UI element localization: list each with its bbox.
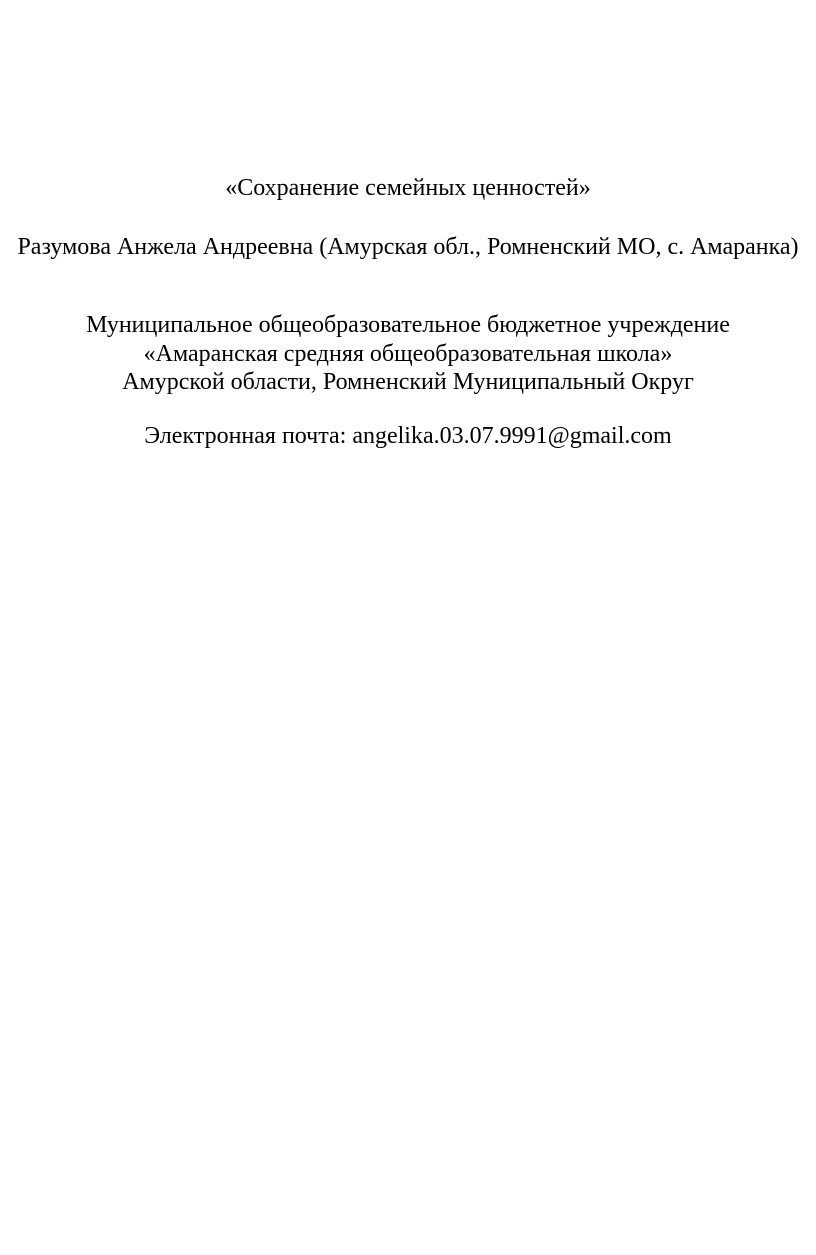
author-line: Разумова Анжела Андреевна (Амурская обл., Ромненский МО, с. Амаранка) [17, 234, 799, 260]
email-line: Электронная почта: angelika.03.07.9991@gmail.com [144, 423, 672, 449]
institution-line-2: «Амаранская средняя общеобразовательная школа» [143, 341, 673, 367]
document-title: «Сохранение семейных ценностей» [225, 175, 591, 201]
institution-line-3: Амурской области, Ромненский Муниципальный Округ [122, 369, 694, 395]
institution-line-1: Муниципальное общеобразовательное бюджетное учреждение [86, 312, 730, 338]
